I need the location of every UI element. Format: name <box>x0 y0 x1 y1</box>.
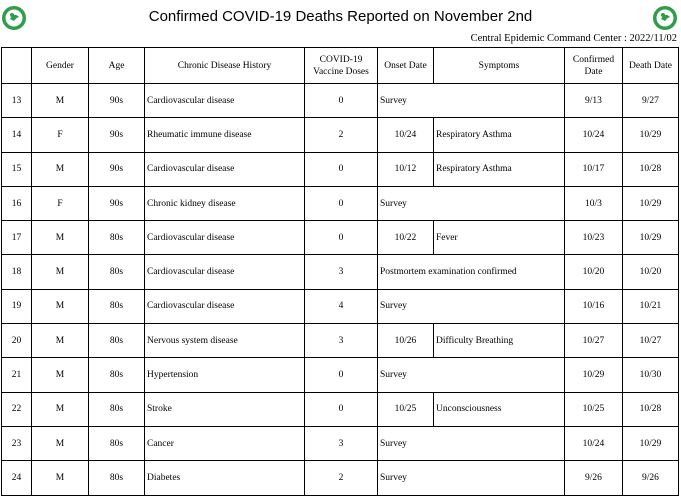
confirmed-date-cell: 10/16 <box>565 289 623 323</box>
death-date-cell: 10/29 <box>623 118 679 152</box>
death-date-cell: 10/27 <box>623 324 679 358</box>
death-date-cell: 10/28 <box>623 152 679 186</box>
doses-cell: 3 <box>305 324 378 358</box>
col-header-symptoms: Symptoms <box>434 48 565 84</box>
case-number-cell: 14 <box>2 118 32 152</box>
confirmed-date-cell: 10/20 <box>565 255 623 289</box>
doses-cell: 0 <box>305 392 378 426</box>
onset-cell: 10/26 <box>378 324 434 358</box>
col-header-history: Chronic Disease History <box>145 48 305 84</box>
page-title: Confirmed COVID-19 Deaths Reported on November 2nd <box>148 8 533 25</box>
table-row <box>2 289 679 323</box>
onset-cell: Survey <box>378 289 565 323</box>
history-cell: Diabetes <box>145 461 305 495</box>
history-cell: Cardiovascular disease <box>145 221 305 255</box>
table-row <box>2 358 679 392</box>
case-number-cell: 22 <box>2 392 32 426</box>
age-cell: 80s <box>89 324 145 358</box>
symptoms-cell: Respiratory Asthma <box>434 152 565 186</box>
case-number-cell: 18 <box>2 255 32 289</box>
doses-cell: 2 <box>305 461 378 495</box>
death-date-cell: 10/29 <box>623 221 679 255</box>
col-header-death: Death Date <box>623 48 679 84</box>
table-row <box>2 461 679 495</box>
gender-cell: M <box>32 358 89 392</box>
death-date-cell: 10/30 <box>623 358 679 392</box>
table-row <box>2 255 679 289</box>
confirmed-date-cell: 10/24 <box>565 118 623 152</box>
case-number-cell: 13 <box>2 84 32 118</box>
history-cell: Cardiovascular disease <box>145 289 305 323</box>
gender-cell: F <box>32 118 89 152</box>
doses-cell: 0 <box>305 221 378 255</box>
confirmed-date-cell: 10/29 <box>565 358 623 392</box>
death-date-cell: 10/29 <box>623 426 679 460</box>
onset-cell: 10/12 <box>378 152 434 186</box>
onset-cell: Survey <box>378 426 565 460</box>
onset-cell: Survey <box>378 186 565 220</box>
doses-cell: 0 <box>305 152 378 186</box>
table-row <box>2 426 679 460</box>
table-row <box>2 392 679 426</box>
death-date-cell: 9/26 <box>623 461 679 495</box>
case-number-cell: 20 <box>2 324 32 358</box>
table-row <box>2 186 679 220</box>
doses-cell: 0 <box>305 84 378 118</box>
doses-cell: 3 <box>305 255 378 289</box>
age-cell: 80s <box>89 221 145 255</box>
age-cell: 80s <box>89 392 145 426</box>
confirmed-date-cell: 10/17 <box>565 152 623 186</box>
case-number-cell: 16 <box>2 186 32 220</box>
age-cell: 90s <box>89 118 145 152</box>
gender-cell: M <box>32 461 89 495</box>
confirmed-date-cell: 10/23 <box>565 221 623 255</box>
source-line: Central Epidemic Command Center : 2022/11/02 <box>470 33 677 44</box>
col-header-confirmed: Confirmed Date <box>565 48 623 84</box>
confirmed-date-cell: 10/27 <box>565 324 623 358</box>
confirmed-date-cell: 10/24 <box>565 426 623 460</box>
confirmed-date-cell: 9/26 <box>565 461 623 495</box>
death-date-cell: 10/28 <box>623 392 679 426</box>
symptoms-cell: Difficulty Breathing <box>434 324 565 358</box>
onset-cell: 10/25 <box>378 392 434 426</box>
gender-cell: M <box>32 289 89 323</box>
symptoms-cell: Respiratory Asthma <box>434 118 565 152</box>
case-number-cell: 19 <box>2 289 32 323</box>
doses-cell: 4 <box>305 289 378 323</box>
case-number-cell: 17 <box>2 221 32 255</box>
death-date-cell: 10/29 <box>623 186 679 220</box>
col-header-age: Age <box>89 48 145 84</box>
age-cell: 80s <box>89 358 145 392</box>
history-cell: Cardiovascular disease <box>145 255 305 289</box>
gender-cell: M <box>32 392 89 426</box>
deaths-table <box>1 47 679 496</box>
col-header-onset: Onset Date <box>378 48 434 84</box>
col-header-no <box>2 48 32 84</box>
history-cell: Rheumatic immune disease <box>145 118 305 152</box>
gender-cell: M <box>32 84 89 118</box>
onset-cell: Survey <box>378 84 565 118</box>
case-number-cell: 15 <box>2 152 32 186</box>
gender-cell: M <box>32 152 89 186</box>
history-cell: Chronic kidney disease <box>145 186 305 220</box>
age-cell: 80s <box>89 255 145 289</box>
table-row <box>2 221 679 255</box>
gender-cell: M <box>32 255 89 289</box>
age-cell: 80s <box>89 461 145 495</box>
symptoms-cell: Unconsciousness <box>434 392 565 426</box>
age-cell: 90s <box>89 186 145 220</box>
age-cell: 90s <box>89 152 145 186</box>
history-cell: Nervous system disease <box>145 324 305 358</box>
onset-cell: Survey <box>378 461 565 495</box>
table-row <box>2 118 679 152</box>
history-cell: Hypertension <box>145 358 305 392</box>
doses-cell: 0 <box>305 358 378 392</box>
onset-cell: 10/22 <box>378 221 434 255</box>
header-row <box>2 48 679 84</box>
gender-cell: M <box>32 426 89 460</box>
confirmed-date-cell: 10/25 <box>565 392 623 426</box>
table-row <box>2 324 679 358</box>
col-header-doses: COVID-19 Vaccine Doses <box>305 48 378 84</box>
confirmed-date-cell: 9/13 <box>565 84 623 118</box>
onset-cell: Postmortem examination confirmed <box>378 255 565 289</box>
history-cell: Cardiovascular disease <box>145 152 305 186</box>
gender-cell: F <box>32 186 89 220</box>
history-cell: Cardiovascular disease <box>145 84 305 118</box>
onset-cell: 10/24 <box>378 118 434 152</box>
table-row <box>2 152 679 186</box>
doses-cell: 0 <box>305 186 378 220</box>
age-cell: 80s <box>89 289 145 323</box>
col-header-gender: Gender <box>32 48 89 84</box>
gender-cell: M <box>32 221 89 255</box>
age-cell: 80s <box>89 426 145 460</box>
symptoms-cell: Fever <box>434 221 565 255</box>
history-cell: Cancer <box>145 426 305 460</box>
age-cell: 90s <box>89 84 145 118</box>
doses-cell: 2 <box>305 118 378 152</box>
history-cell: Stroke <box>145 392 305 426</box>
death-date-cell: 10/21 <box>623 289 679 323</box>
confirmed-date-cell: 10/3 <box>565 186 623 220</box>
case-number-cell: 23 <box>2 426 32 460</box>
doses-cell: 3 <box>305 426 378 460</box>
table-row <box>2 84 679 118</box>
death-date-cell: 9/27 <box>623 84 679 118</box>
case-number-cell: 21 <box>2 358 32 392</box>
case-number-cell: 24 <box>2 461 32 495</box>
gender-cell: M <box>32 324 89 358</box>
onset-cell: Survey <box>378 358 565 392</box>
death-date-cell: 10/20 <box>623 255 679 289</box>
